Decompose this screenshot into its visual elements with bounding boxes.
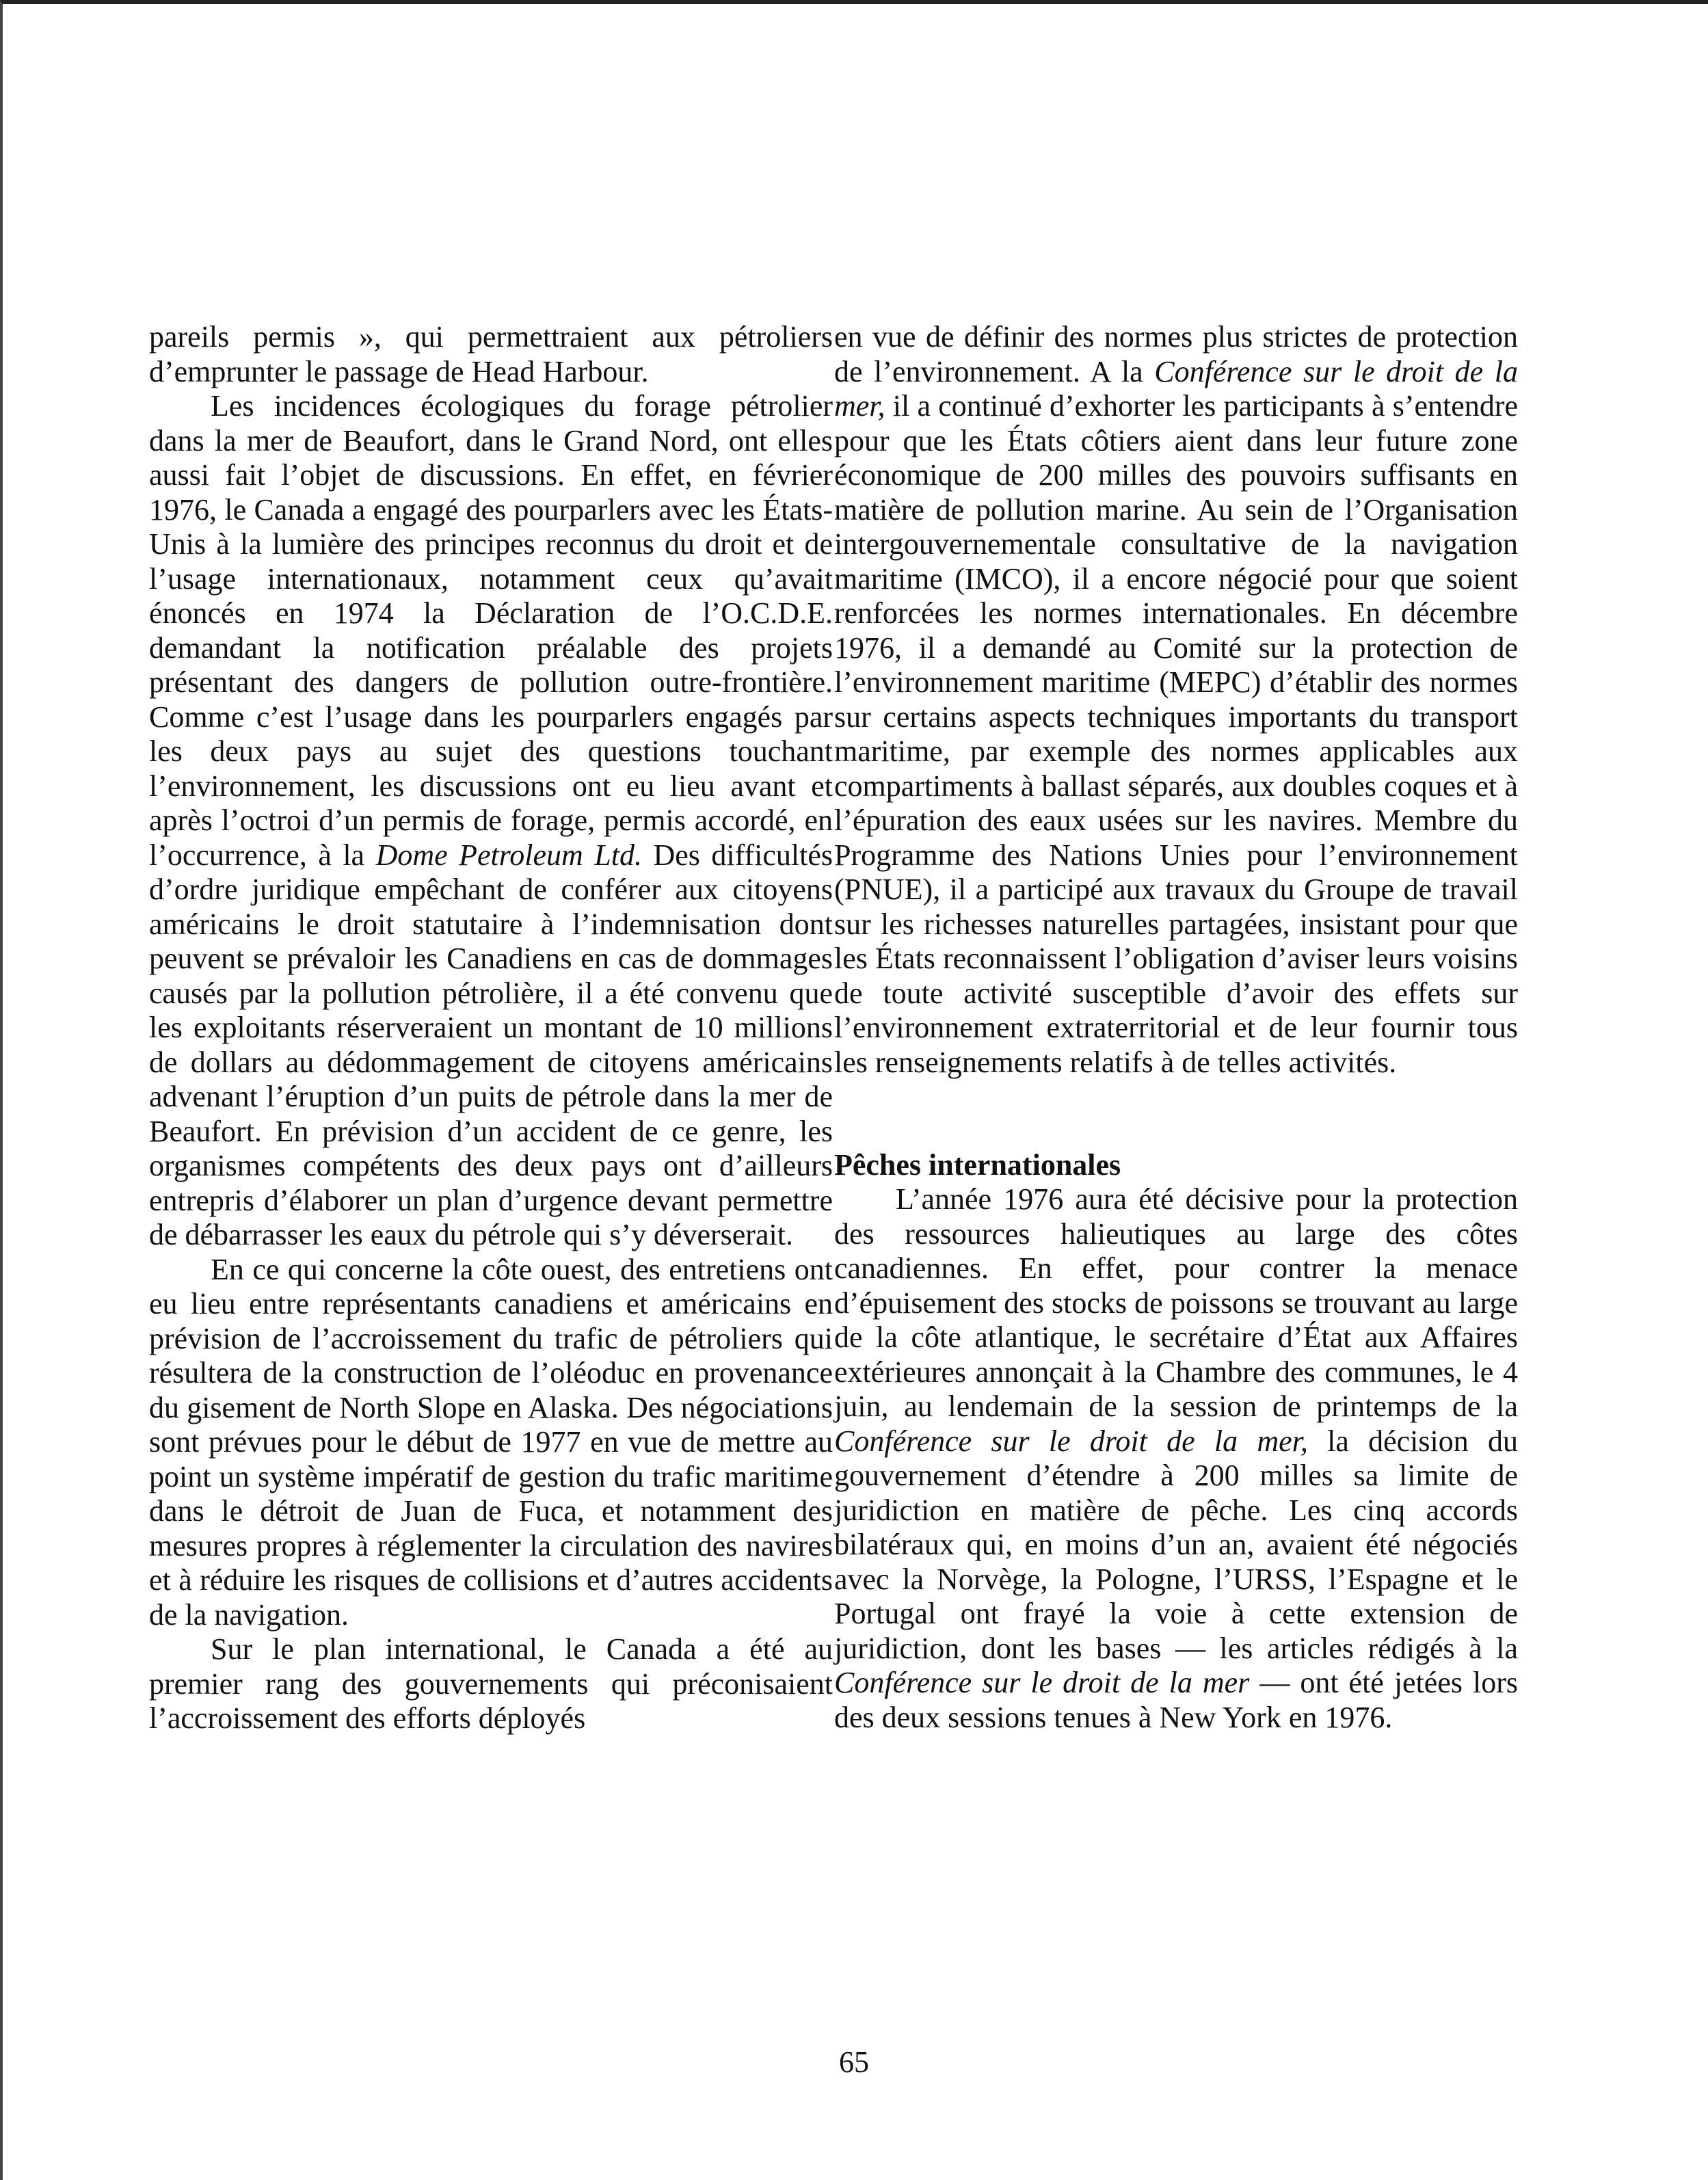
paragraph (149, 320, 833, 389)
paragraph (834, 320, 1518, 1080)
text-run: en vue de définir des normes plus strictes de protection de l’environnement. A la (834, 320, 1518, 388)
text-run: En ce qui concerne la côte ouest, des entretiens ont eu lieu entre représentants canadiens et américains en prévision de l’accroissement du trafic de pétroliers qui résultera de la construction de l’oléoduc en provenance du gisement de North Slope en Alaska. Des négociations sont prévues pour le début de 1977 en vue de mettre au point un système impératif de gestion du trafic maritime dans le détroit de Juan de Fuca, et notamment des mesures propres à réglementer la circulation des navires et à réduire les risques de collisions et d’autres accidents de la navigation. (149, 1252, 833, 1632)
text-run: la décision du gouvernement d’étendre à 200 milles sa limite de juridiction en matière de pêche. Les cinq accords bilatéraux qui, en moins d’un an, avaient été négociés avec la Norvège, la Pologne, l’URSS, l’Espagne et le Portugal ont frayé la voie à cette extension de juridiction, dont les bases — les articles rédigés à la (834, 1424, 1518, 1665)
left-column (149, 320, 833, 1736)
text-run: Les incidences écologiques du forage pétrolier dans la mer de Beaufort, dans le Grand Nord, ont elles aussi fait l’objet de discussions. En effet, en février 1976, le Canada a engagé des pourparlers avec les États-Unis à la lumière des principes reconnus du droit et de l’usage internationaux, notamment ceux qu’avait énoncés en 1974 la Déclaration de l’O.C.D.E. demandant la notification préalable des projets présentant des dangers de pollution outre-frontière. Comme c’est l’usage dans les pourparlers engagés par les deux pays au sujet des questions touchant l’environnement, les discussions ont eu lieu avant et après l’octroi d’un permis de forage, permis accordé, en l’occurrence, à la (149, 389, 833, 872)
paragraph (149, 1632, 833, 1736)
text-run: L’année 1976 aura été décisive pour la protection des ressources halieutiques au large des côtes canadiennes. En effet, pour contrer la menace d’épuisement des stocks de poissons se trouvant au large de la côte atlantique, le secrétaire d’État aux Affaires extérieures annonçait à la Chambre des communes, le 4 juin, au lendemain de la session de printemps de la (834, 1182, 1518, 1423)
paragraph (149, 389, 833, 1253)
paragraph (149, 1253, 833, 1633)
italic-title: Conférence sur le droit de la mer, (834, 354, 1519, 423)
italic-company-name: Dome Petroleum Ltd. (375, 838, 642, 872)
paragraph (834, 1182, 1518, 1735)
section-heading: Pêches internationales (834, 1148, 1121, 1182)
right-column (834, 320, 1518, 1735)
text-run: pareils permis », qui permettraient aux pétroliers d’emprunter le passage de Head Harbour. (149, 320, 833, 388)
italic-title: Conférence sur le droit de la mer, (834, 1424, 1308, 1458)
page-number: 65 (839, 2045, 869, 2079)
text-run: Des difficultés d’ordre juridique empêchant de conférer aux citoyens américains le droit statutaire à l’indemnisation dont peuvent se prévaloir les Canadiens en cas de dommages causés par la pollution pétrolière, il a été convenu que les exploitants réserveraient un montant de 10 millions de dollars au dédommagement de citoyens américains advenant l’éruption d’un puits de pétrole dans la mer de Beaufort. En prévision d’un accident de ce genre, les organismes compétents des deux pays ont d’ailleurs entrepris d’élaborer un plan d’urgence devant permettre de débarrasser les eaux du pétrole qui s’y déverserait. (149, 838, 833, 1251)
text-run: — ont été jetées lors des deux sessions tenues à New York en 1976. (834, 1666, 1518, 1734)
italic-title: Conférence sur le droit de la mer (834, 1666, 1250, 1699)
text-run: il a continué d’exhorter les participants à s’entendre pour que les États côtiers aient dans leur future zone économique de 200 milles des pouvoirs suffisants en matière de pollution marine. Au sein de l’Organisation intergouvernementale consultative de la navigation maritime (IMCO), il a encore négocié pour que soient renforcées les normes internationales. En décembre 1976, il a demandé au Comité sur la protection de l’environnement maritime (MEPC) d’établir des normes sur certains aspects techniques importants du transport maritime, par exemple des normes applicables aux compartiments à ballast séparés, aux doubles coques et à l’épuration des eaux usées sur les navires. Membre du Programme des Nations Unies pour l’environnement (PNUE), il a participé aux travaux du Groupe de travail sur les richesses naturelles partagées, insistant pour que les États reconnaissent l’obligation d’aviser leurs voisins de toute activité susceptible d’avoir des effets sur l’environnement extraterritorial et de leur fournir tous les renseignements relatifs à de telles activités. (834, 389, 1518, 1079)
text-run: Sur le plan international, le Canada a été au premier rang des gouvernements qui préconisaient l’accroissement des efforts déployés (149, 1632, 833, 1735)
